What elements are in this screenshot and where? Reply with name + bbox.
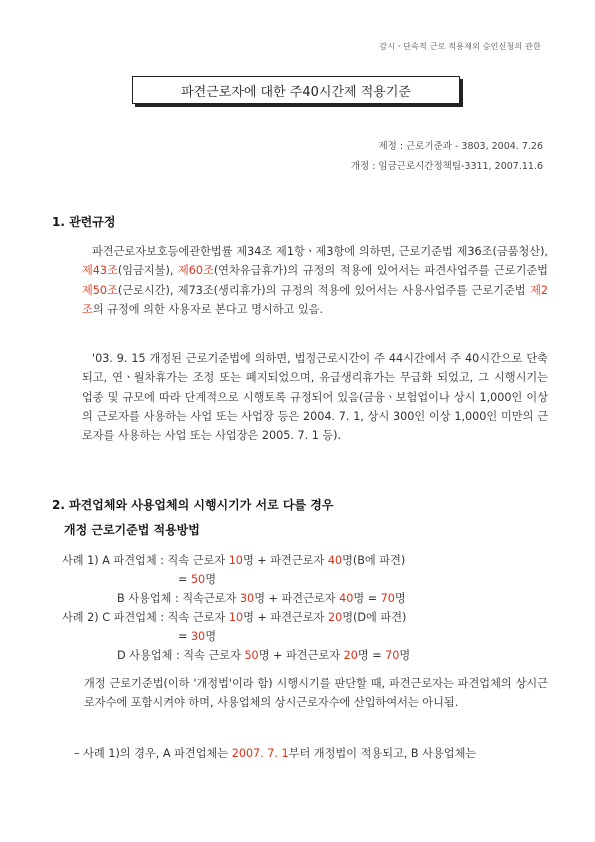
revision-ref: 개정 : 임금근로시간정책팀-3311, 2007.11.6 bbox=[350, 161, 543, 172]
article-60-ref: 제60조 bbox=[177, 264, 214, 278]
running-header: 감시ㆍ단속적 근로 적용제외 승인신청의 관한 bbox=[379, 42, 541, 51]
case2-c-total: = 30명 bbox=[178, 630, 216, 643]
enactment-ref: 제정 : 근로기준과 - 3803, 2004. 7.26 bbox=[378, 141, 543, 152]
subheading-application: 개정 근로기준법 적용방법 bbox=[64, 523, 200, 537]
section1-paragraph-1: 파견근로자보호등에관한법률 제34조 제1항ㆍ제3항에 의하면, 근로기준법 제36조(금품청산), 제43조(임금지불), 제60조(연차유급휴가)의 규정의 적용에 있어서는 파견사업주를 근로기준법 제50조(근로시간), 제73조(생리휴가)의 규정의 적용에 있어서는 사용사업주를 근로기준법 제2조의 규정에 의한 사용자로 본다고 명시하고 있음. bbox=[82, 245, 548, 316]
effective-date: 2007. 7. 1 bbox=[231, 747, 289, 760]
page-title-box bbox=[132, 76, 460, 104]
article-50-ref: 제50조 bbox=[82, 283, 118, 297]
article-2-ref: 제2조 bbox=[82, 283, 548, 316]
case1-b-line: B 사용업체 : 직속근로자 30명 + 파견근로자 40명 = 70명 bbox=[117, 592, 406, 605]
section-heading-1: 1. 관련규정 bbox=[52, 215, 116, 229]
article-43-ref: 제43조 bbox=[82, 264, 118, 278]
case1-a-line: 사례 1) A 파견업체 : 직속 근로자 10명 + 파견근로자 40명(B에 파견) bbox=[62, 554, 406, 567]
case1-explanation: – 사례 1)의 경우, A 파견업체는 2007. 7. 1부터 개정법이 적용되고, B 사용업체는 bbox=[74, 747, 477, 760]
page-title: 파견근로자에 대한 주40시간제 적용기준 bbox=[181, 84, 411, 100]
section-heading-2: 2. 파견업체와 사용업체의 시행시기가 서로 다를 경우 bbox=[52, 498, 334, 512]
case1-a-total: = 50명 bbox=[178, 573, 216, 586]
case2-c-line: 사례 2) C 파견업체 : 직속 근로자 10명 + 파견근로자 20명(D에 파견) bbox=[62, 611, 407, 624]
section1-paragraph-2: '03. 9. 15 개정된 근로기준법에 의하면, 법정근로시간이 주 44시간에서 주 40시간으로 단축되고, 연ㆍ월차휴가는 조정 또는 폐지되었으며, 유급생리휴가는 무급화 되었고, 그 시행시기는 업종 및 규모에 따라 단계적으로 시행토록 규정되어 있음(금융ㆍ보험업이나 상시 1,000인 이상의 근로자를 사용하는 사업 또는 사업장 등은 2004. 7. 1, 상시 300인 이상 1,000인 미만의 근로자를 사용하는 사업 또는 사업장은 2005. 7. 1 등). bbox=[82, 352, 548, 443]
case2-d-line: D 사용업체 : 직속 근로자 50명 + 파견근로자 20명 = 70명 bbox=[117, 649, 411, 662]
section2-paragraph: 개정 근로기준법(이하 '개정법'이라 함) 시행시기를 판단할 때, 파견근로자는 파견업체의 상시근로자수에 포함시켜야 하며, 사용업체의 상시근로자수에 산입하여서는 아니됨. bbox=[84, 677, 548, 710]
